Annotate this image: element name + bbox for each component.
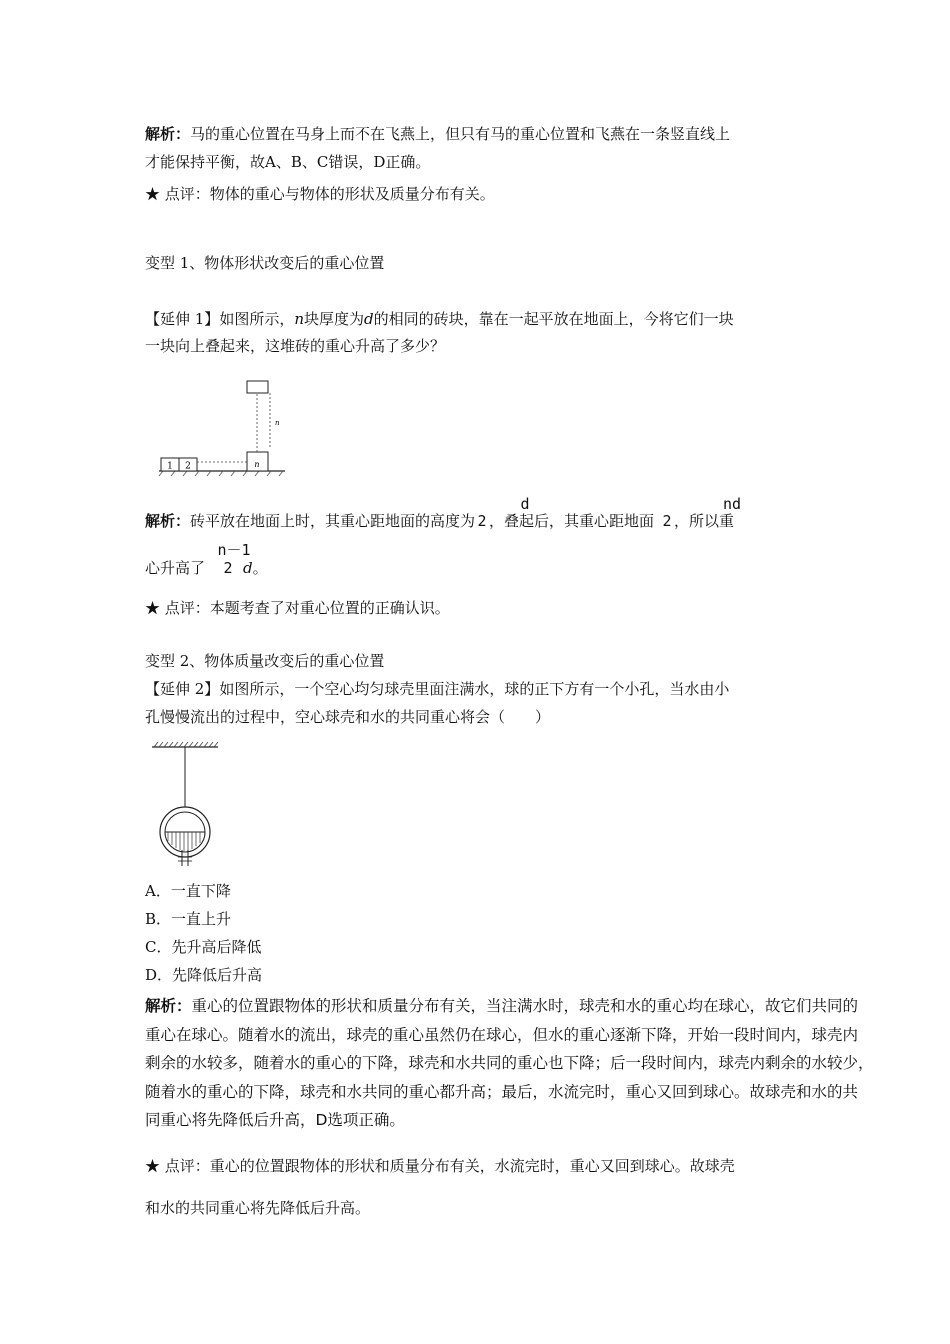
variant1-heading: 变型 1、物体形状改变后的重心位置: [145, 254, 385, 272]
variant2-comment-line2: 和水的共同重心将先降低后升高。: [145, 1199, 371, 1217]
variant2-problem-line2: 孔慢慢流出的过程中，空心球壳和水的共同重心将会（ ）: [145, 708, 551, 726]
frac2-denominator: 2: [662, 512, 672, 530]
solution-line: 随着水的重心的下降，球壳和水共同的重心都升高；最后，水流完时，重心又回到球心。故球壳和水的共: [145, 1082, 859, 1101]
variant2-comment-line1: ★ 点评：重心的位置跟物体的形状和质量分布有关，水流完时，重心又回到球心。故球壳: [145, 1157, 735, 1175]
solution-line: 同重心将先降低后升高，D选项正确。: [145, 1111, 405, 1129]
variant2-problem-line1: 【延伸 2】如图所示，一个空心均匀球壳里面注满水，球的正下方有一个小孔，当水由小: [145, 680, 730, 698]
solution-line: 重心在球心。随着水的流出，球壳的重心虽然仍在球心，但水的重心逐渐下降，开始一段时间内，球壳内: [145, 1025, 859, 1044]
frac2-numerator: nd: [722, 495, 742, 513]
variant1-solution-line1: 解析：砖平放在地面上时，其重心距地面的高度为 2 ，叠起后，其重心距地面 2 ，所以重: [145, 512, 735, 530]
solution-line: 解析：重心的位置跟物体的形状和质量分布有关，当注满水时，球壳和水的重心均在球心，故它们共同的: [145, 997, 859, 1015]
option-c: C．先升高后降低: [145, 938, 262, 956]
variant2-solution: [145, 992, 935, 1135]
solution-label: 解析：: [145, 512, 191, 530]
frac3-numerator: n－1: [217, 541, 251, 559]
option-d: D．先降低后升高: [145, 966, 263, 984]
problem-label: 【延伸 1】: [145, 310, 220, 328]
analysis-label: 解析：: [145, 125, 191, 143]
frac1-denominator: 2: [477, 512, 487, 530]
solution-label: 解析：: [145, 997, 192, 1015]
brick-label-1: 1: [167, 461, 173, 472]
analysis-text: 马的重心位置在马身上而不在飞燕上，但只有马的重心位置和飞燕在一条竖直线上: [190, 125, 731, 143]
variant1-problem-line1: 【延伸 1】如图所示，n块厚度为d的相同的砖块，靠在一起平放在地面上，今将它们一块: [145, 310, 734, 328]
brick-label-n: n: [254, 460, 260, 469]
variant1-comment: ★ 点评：本题考查了对重心位置的正确认识。: [145, 599, 450, 617]
intro-analysis-line2: 才能保持平衡，故A、B、C错误，D正确。: [145, 153, 431, 171]
intro-comment: ★ 点评：物体的重心与物体的形状及质量分布有关。: [145, 185, 495, 203]
height-label: n: [275, 419, 280, 427]
brick-label-2: 2: [185, 461, 191, 472]
solution-line: 剩余的水较多，随着水的重心的下降，球壳和水共同的重心也下降；后一段时间内，球壳内剩余的水较少，: [145, 1054, 874, 1072]
variant1-solution-line2: 心升高了 2 d。: [145, 559, 268, 577]
option-b: B．一直上升: [145, 910, 232, 928]
option-a: A．一直下降: [145, 882, 231, 900]
bricks-figure: [155, 375, 295, 477]
frac3-denominator: 2: [223, 559, 233, 577]
intro-analysis-line1: [145, 124, 730, 144]
frac1-numerator: d: [520, 495, 530, 513]
variant2-heading: 变型 2、物体质量改变后的重心位置: [145, 652, 385, 670]
sphere-figure: [148, 740, 223, 868]
problem-label: 【延伸 2】: [145, 680, 220, 698]
variant1-problem-line2: 一块向上叠起来，这堆砖的重心升高了多少？: [145, 337, 446, 355]
